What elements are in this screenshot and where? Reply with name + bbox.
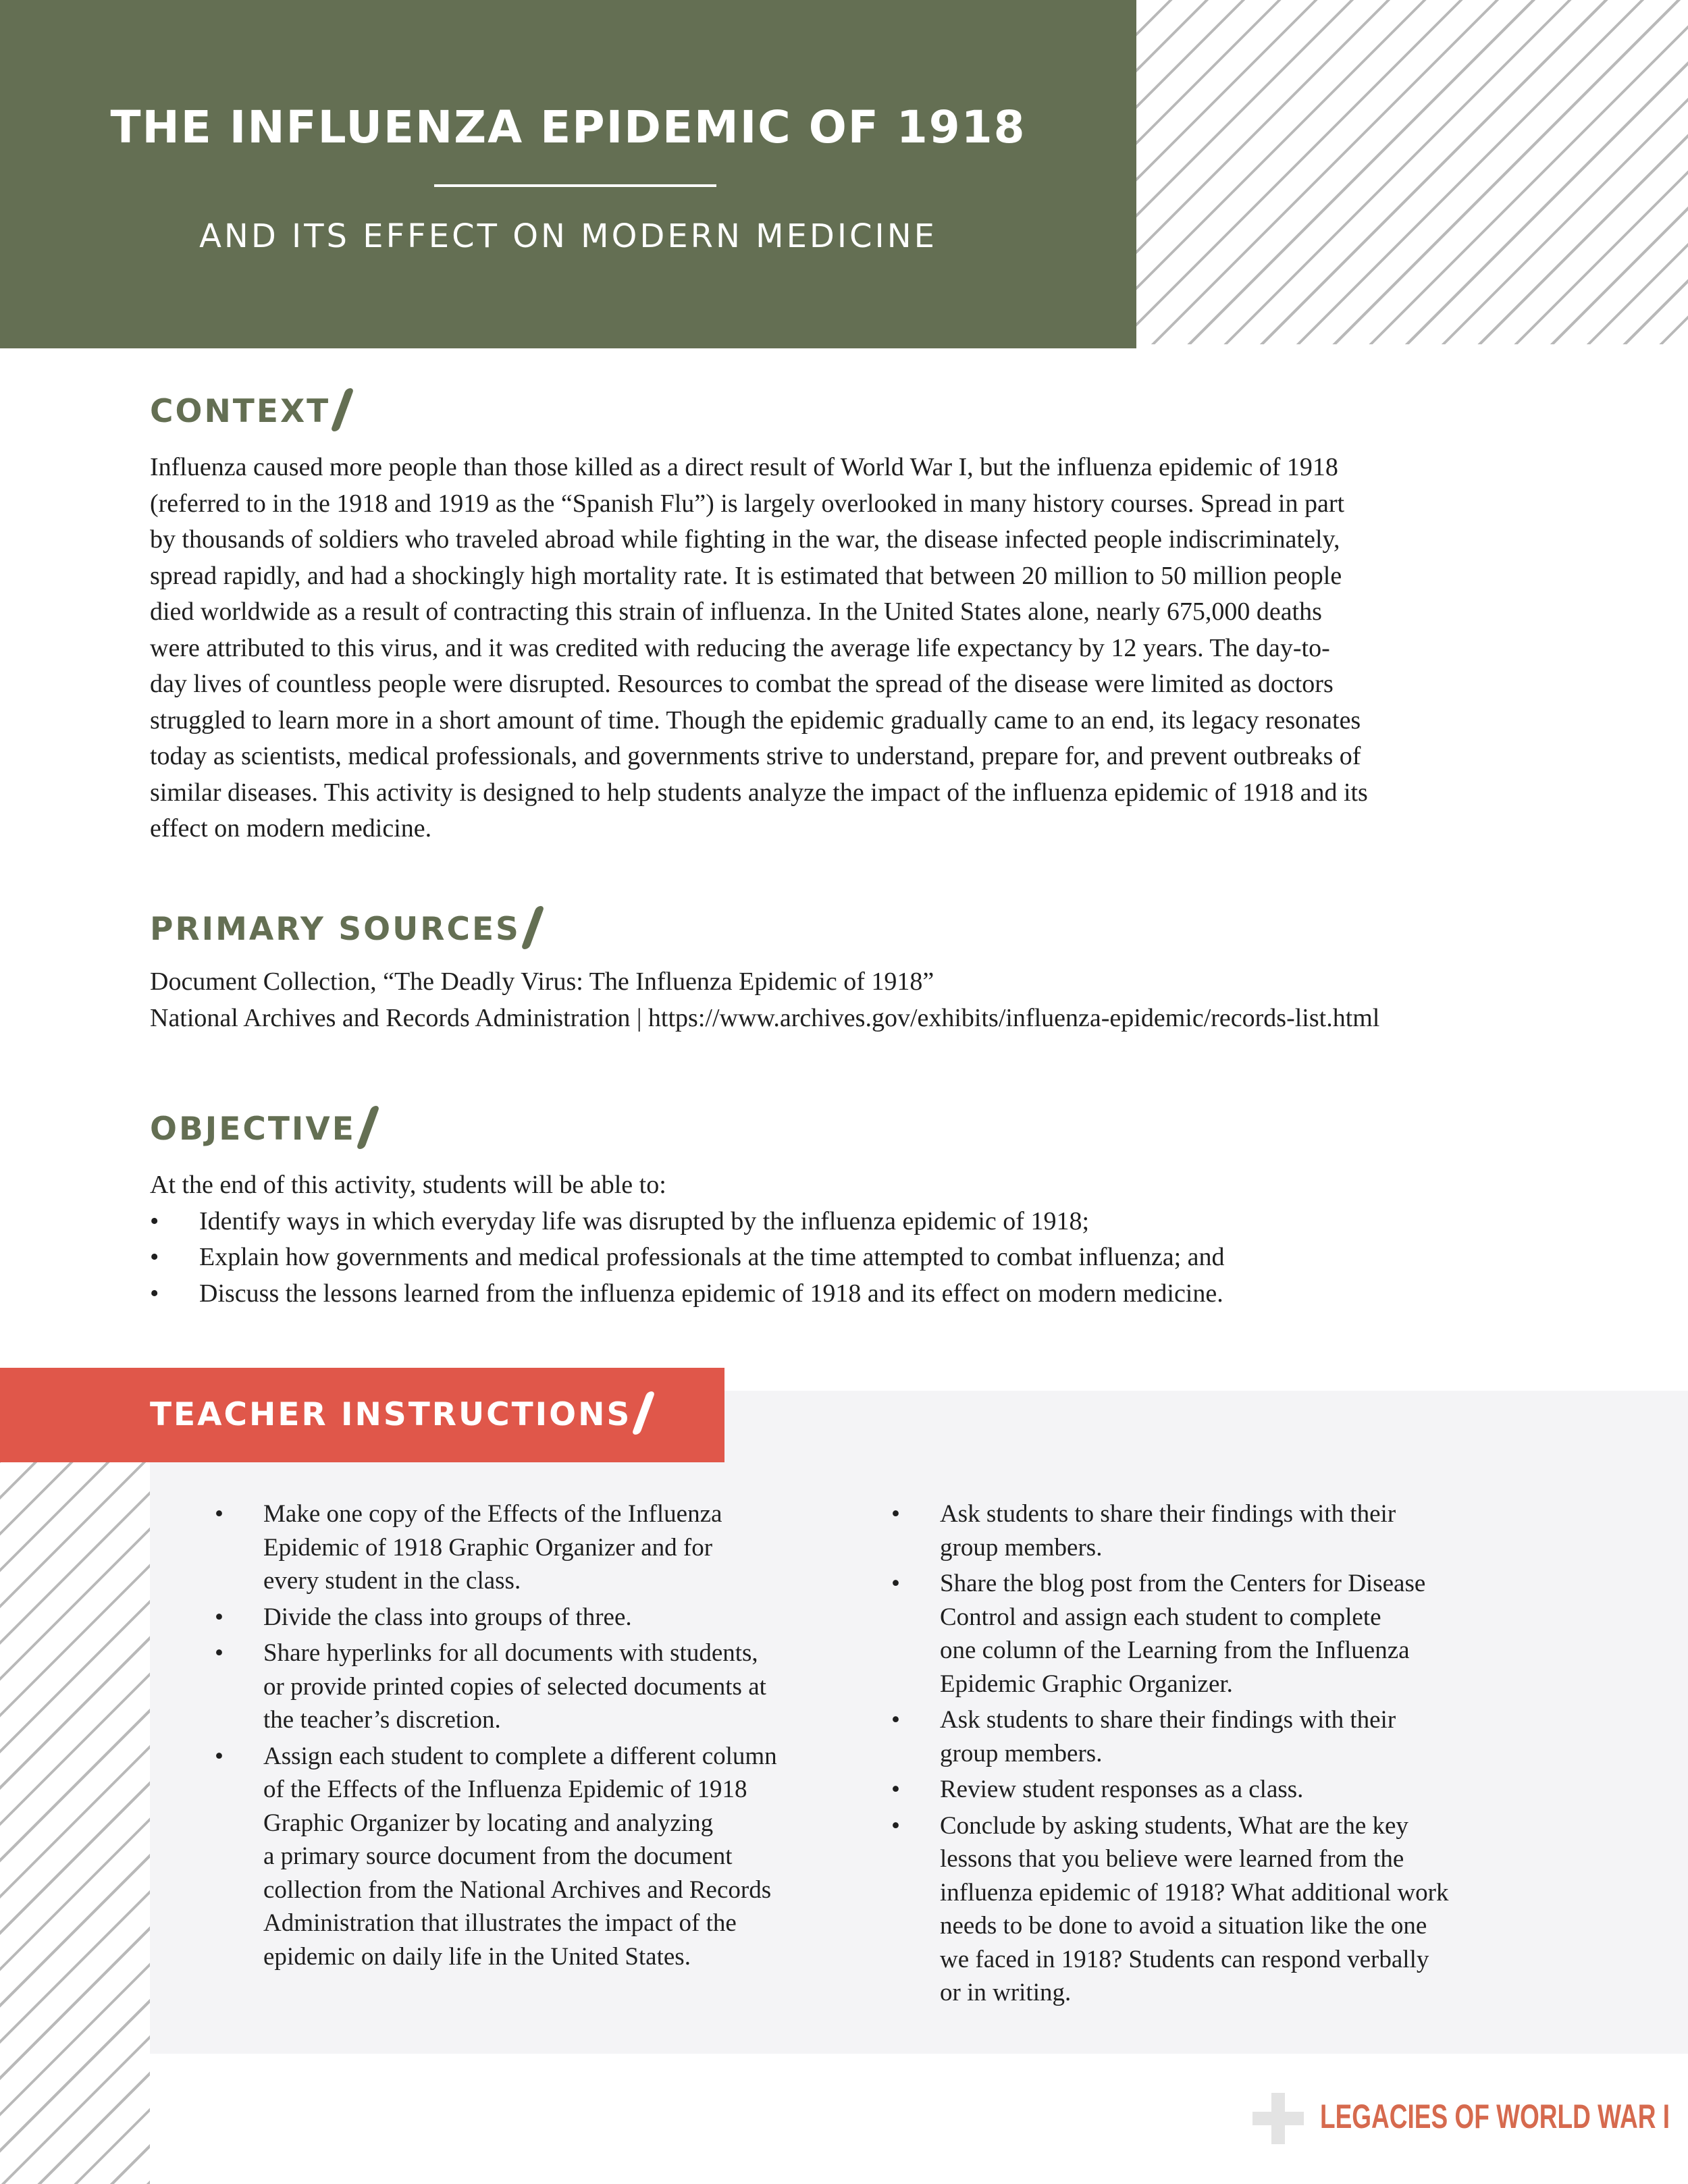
objective-heading-text: OBJECTIVE <box>150 1111 356 1148</box>
header-band <box>0 0 1136 348</box>
context-line: were attributed to this virus, and it was credited with reducing the average life expectancy by 12 years. The day-to- <box>150 633 1330 662</box>
list-item-line: or in writing. <box>940 1979 1072 2006</box>
document-title: THE INFLUENZA EPIDEMIC OF 1918 <box>110 101 1026 153</box>
list-item-line: a primary source document from the document <box>263 1842 733 1870</box>
context-line: today as scientists, medical professionals, and governments strive to understand, prepare for, and prevent outbreaks of <box>150 742 1361 770</box>
primary-sources-heading-text: PRIMARY SOURCES <box>150 911 521 948</box>
list-item-line: • Review student responses as a class. <box>940 1776 1304 1803</box>
list-item <box>891 1809 1580 2010</box>
context-line: (referred to in the 1918 and 1919 as the “Spanish Flu”) is largely overlooked in many history courses. Spread in part <box>150 489 1345 518</box>
list-item-line: the teacher’s discretion. <box>263 1706 501 1734</box>
objective-intro: At the end of this activity, students will be able to: <box>150 1171 666 1199</box>
list-item-line: Epidemic of 1918 Graphic Organizer and for <box>263 1533 713 1562</box>
list-item-line: group members. <box>940 1533 1103 1562</box>
list-item-line: • Make one copy of the Effects of the Influenza <box>263 1500 722 1528</box>
list-item-line: • Share the blog post from the Centers for Disease <box>940 1570 1426 1597</box>
primary-sources-heading <box>150 906 537 949</box>
list-item-line: • Ask students to share their findings with their <box>940 1706 1396 1734</box>
list-item <box>891 1703 1580 1770</box>
context-line: by thousands of soldiers who traveled abroad while fighting in the war, the disease infected people indiscriminately, <box>150 525 1340 554</box>
objective-list <box>150 1204 1561 1312</box>
list-item-line: Administration that illustrates the impact of the <box>263 1909 737 1937</box>
list-item-line: • Assign each student to complete a different column <box>263 1742 777 1770</box>
list-item <box>891 1567 1580 1701</box>
list-item <box>215 1601 903 1634</box>
list-item-line: group members. <box>940 1739 1103 1767</box>
list-item: • Identify ways in which everyday life was disrupted by the influenza epidemic of 1918; <box>150 1204 1561 1240</box>
slash-icon <box>331 388 354 431</box>
list-item <box>891 1497 1580 1564</box>
diagonal-hatch-top-right <box>1136 0 1688 344</box>
context-heading-text: CONTEXT <box>150 393 331 430</box>
teacher-instructions-heading-text: TEACHER INSTRUCTIONS <box>150 1396 632 1433</box>
context-line: died worldwide as a result of contracting this strain of influenza. In the United States alone, nearly 675,000 deaths <box>150 597 1322 626</box>
list-item-line: influenza epidemic of 1918? What additional work <box>940 1878 1449 1907</box>
list-item <box>891 1773 1580 1807</box>
list-item-line: we faced in 1918? Students can respond verbally <box>940 1945 1429 1973</box>
instructions-right-column <box>891 1497 1580 2013</box>
list-item-line: of the Effects of the Influenza Epidemic of 1918 <box>263 1776 747 1803</box>
list-item-line: Epidemic Graphic Organizer. <box>940 1670 1233 1698</box>
context-line: day lives of countless people were disrupted. Resources to combat the spread of the disease were limited as doctors <box>150 670 1334 698</box>
list-item-line: or provide printed copies of selected documents at <box>263 1672 766 1701</box>
list-item-line: Graphic Organizer by locating and analyzing <box>263 1809 714 1837</box>
source-citation: Document Collection, “The Deadly Virus: The Influenza Epidemic of 1918” <box>150 967 934 996</box>
primary-sources-text <box>150 964 1561 1036</box>
document-subtitle: AND ITS EFFECT ON MODERN MEDICINE <box>199 217 937 255</box>
list-item-line: • Conclude by asking students, What are the key <box>940 1811 1408 1840</box>
teacher-instructions-heading <box>150 1391 648 1435</box>
context-heading <box>150 388 346 431</box>
list-item <box>215 1497 903 1598</box>
instructions-left-column <box>215 1497 903 1976</box>
slash-icon <box>521 906 544 949</box>
list-item <box>215 1740 903 1974</box>
slash-icon <box>356 1106 379 1149</box>
list-item-line: epidemic on daily life in the United States. <box>263 1942 691 1971</box>
objective-heading <box>150 1106 372 1149</box>
context-line: struggled to learn more in a short amount of time. Though the epidemic gradually came to an end, its legacy resonates <box>150 705 1361 735</box>
context-line: effect on modern medicine. <box>150 814 432 843</box>
diagonal-hatch-bottom-left <box>0 1391 150 2184</box>
list-item-line: lessons that you believe were learned from the <box>940 1845 1404 1873</box>
list-item-line: • Ask students to share their findings with their <box>940 1500 1396 1528</box>
list-item-line: one column of the Learning from the Influenza <box>940 1636 1410 1664</box>
list-item-line: Control and assign each student to complete <box>940 1603 1381 1631</box>
objective-block <box>150 1167 1561 1312</box>
title-divider <box>434 184 716 187</box>
context-line: spread rapidly, and had a shockingly high mortality rate. It is estimated that between 20 million to 50 million people <box>150 561 1342 590</box>
context-line: Influenza caused more people than those killed as a direct result of World War I, but the influenza epidemic of 1918 <box>150 453 1338 481</box>
list-item-line: • Share hyperlinks for all documents with students, <box>263 1639 758 1667</box>
list-item-line: collection from the National Archives and Records <box>263 1875 772 1904</box>
logo-text: LEGACIES OF WORLD WAR I <box>1320 2098 1670 2135</box>
list-item: • Discuss the lessons learned from the influenza epidemic of 1918 and its effect on modern medicine. <box>150 1276 1561 1312</box>
list-item-line: every student in the class. <box>263 1567 521 1595</box>
list-item: • Explain how governments and medical professionals at the time attempted to combat influenza; and <box>150 1240 1561 1276</box>
context-paragraph <box>150 450 1561 847</box>
list-item <box>215 1636 903 1737</box>
list-item-line: needs to be done to avoid a situation like the one <box>940 1912 1427 1940</box>
context-line: similar diseases. This activity is designed to help students analyze the impact of the influenza epidemic of 1918 and its <box>150 778 1368 807</box>
list-item-line: • Divide the class into groups of three. <box>263 1603 632 1631</box>
source-link[interactable]: National Archives and Records Administration | https://www.archives.gov/exhibits/influenza-epidemic/records-list.html <box>150 1003 1380 1032</box>
footer-logo <box>1252 2093 1670 2147</box>
